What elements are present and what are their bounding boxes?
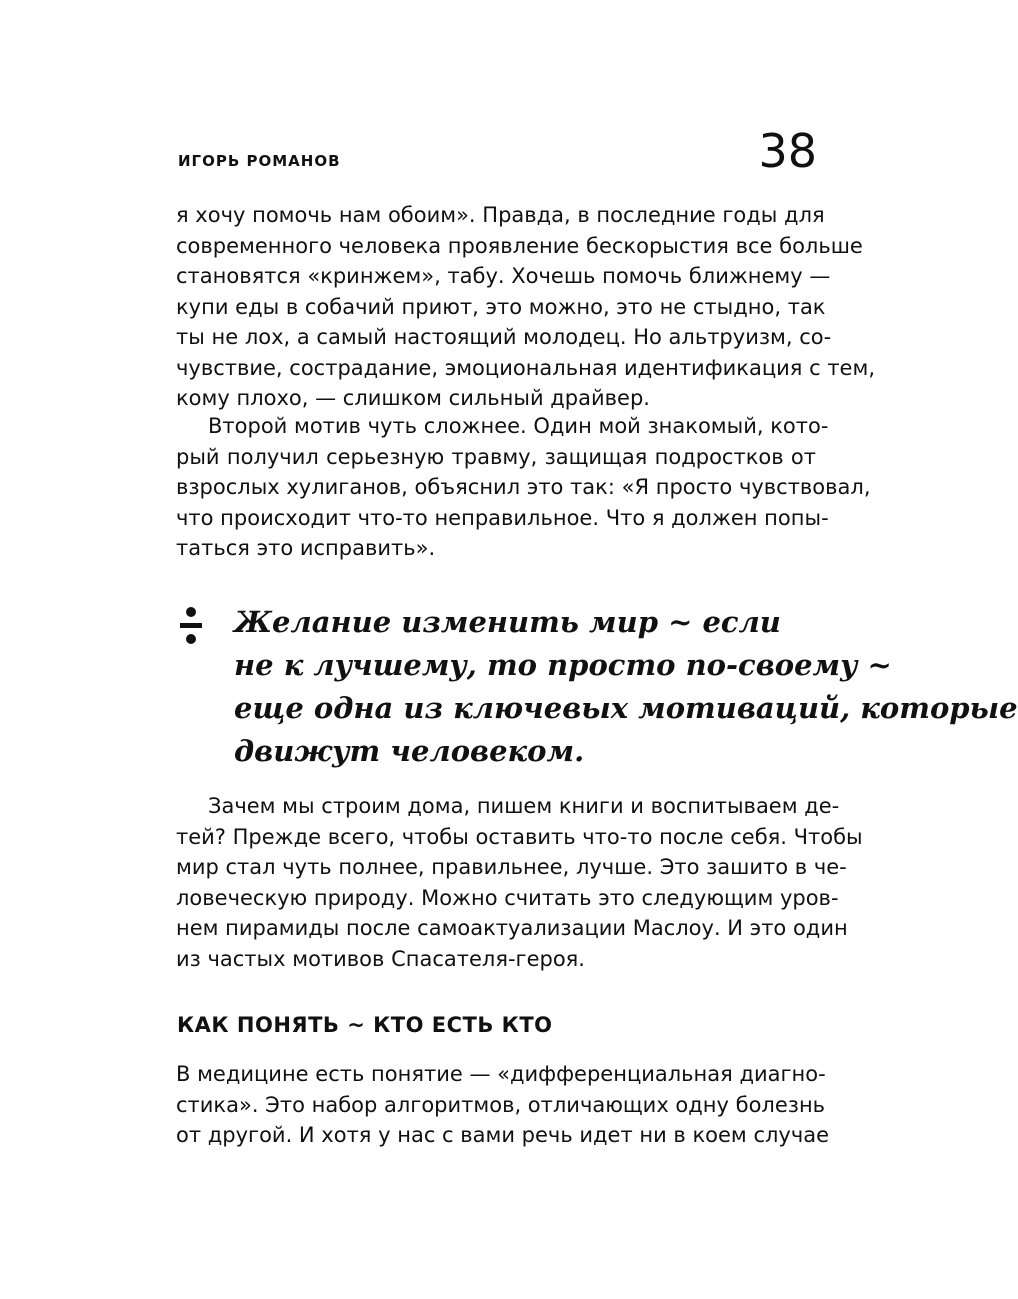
divide-ornament-icon [180, 606, 202, 646]
quote-line: движут человеком. [234, 734, 585, 768]
quote-line: не к лучшему, то просто по-своему ~ [234, 648, 892, 682]
text-line: я хочу помочь нам обоим». Правда, в последние годы для [176, 203, 825, 227]
text-line: нем пирамиды после самоактуализации Маслоу. И это один [176, 916, 848, 940]
text-line: ты не лох, а самый настоящий молодец. Но альтруизм, со- [176, 325, 832, 349]
paragraph-3 [176, 791, 863, 974]
paragraph-1 [176, 200, 875, 414]
text-line: В медицине есть понятие — «дифференциальная диагно- [176, 1062, 826, 1086]
paragraph-2 [176, 411, 871, 564]
page-number: 38 [758, 124, 817, 178]
paragraph-4 [176, 1059, 830, 1151]
text-line: Второй мотив чуть сложнее. Один мой знакомый, кото- [208, 414, 829, 438]
text-line: тей? Прежде всего, чтобы оставить что-то после себя. Чтобы [176, 824, 863, 849]
text-line: взрослых хулиганов, объяснил это так: «Я просто чувствовал, [176, 475, 871, 499]
text-line: становятся «кринжем», табу. Хочешь помочь ближнему — [176, 264, 831, 288]
text-line: от другой. И хотя у нас с вами речь идет ни в коем случае [176, 1123, 830, 1147]
text-line: Зачем мы строим дома, пишем книги и воспитываем де- [208, 794, 840, 818]
text-line: купи еды в собачий приют, это можно, это не стыдно, так [176, 294, 826, 319]
quote-line: Желание изменить мир ~ если [234, 605, 781, 639]
pull-quote [234, 601, 1018, 773]
section-heading: КАК ПОНЯТЬ ~ КТО ЕСТЬ КТО [177, 1013, 553, 1037]
text-line: рый получил серьезную травму, защищая подростков от [176, 444, 816, 469]
text-line: стика». Это набор алгоритмов, отличающих одну болезнь [176, 1092, 826, 1117]
text-line: из частых мотивов Спасателя-героя. [176, 946, 585, 971]
text-line: современного человека проявление бескорыстия все больше [176, 233, 863, 258]
text-line: ловеческую природу. Можно считать это следующим уров- [176, 885, 839, 910]
text-line: таться это исправить». [176, 536, 436, 560]
quote-line: еще одна из ключевых мотиваций, которые [234, 691, 1018, 725]
text-line: мир стал чуть полнее, правильнее, лучше. Это зашито в че- [176, 855, 847, 879]
text-line: кому плохо, — слишком сильный драйвер. [176, 386, 650, 410]
running-head-author: ИГОРЬ РОМАНОВ [178, 152, 341, 170]
text-line: чувствие, сострадание, эмоциональная идентификация с тем, [176, 355, 875, 380]
text-line: что происходит что-то неправильное. Что я должен попы- [176, 505, 829, 530]
